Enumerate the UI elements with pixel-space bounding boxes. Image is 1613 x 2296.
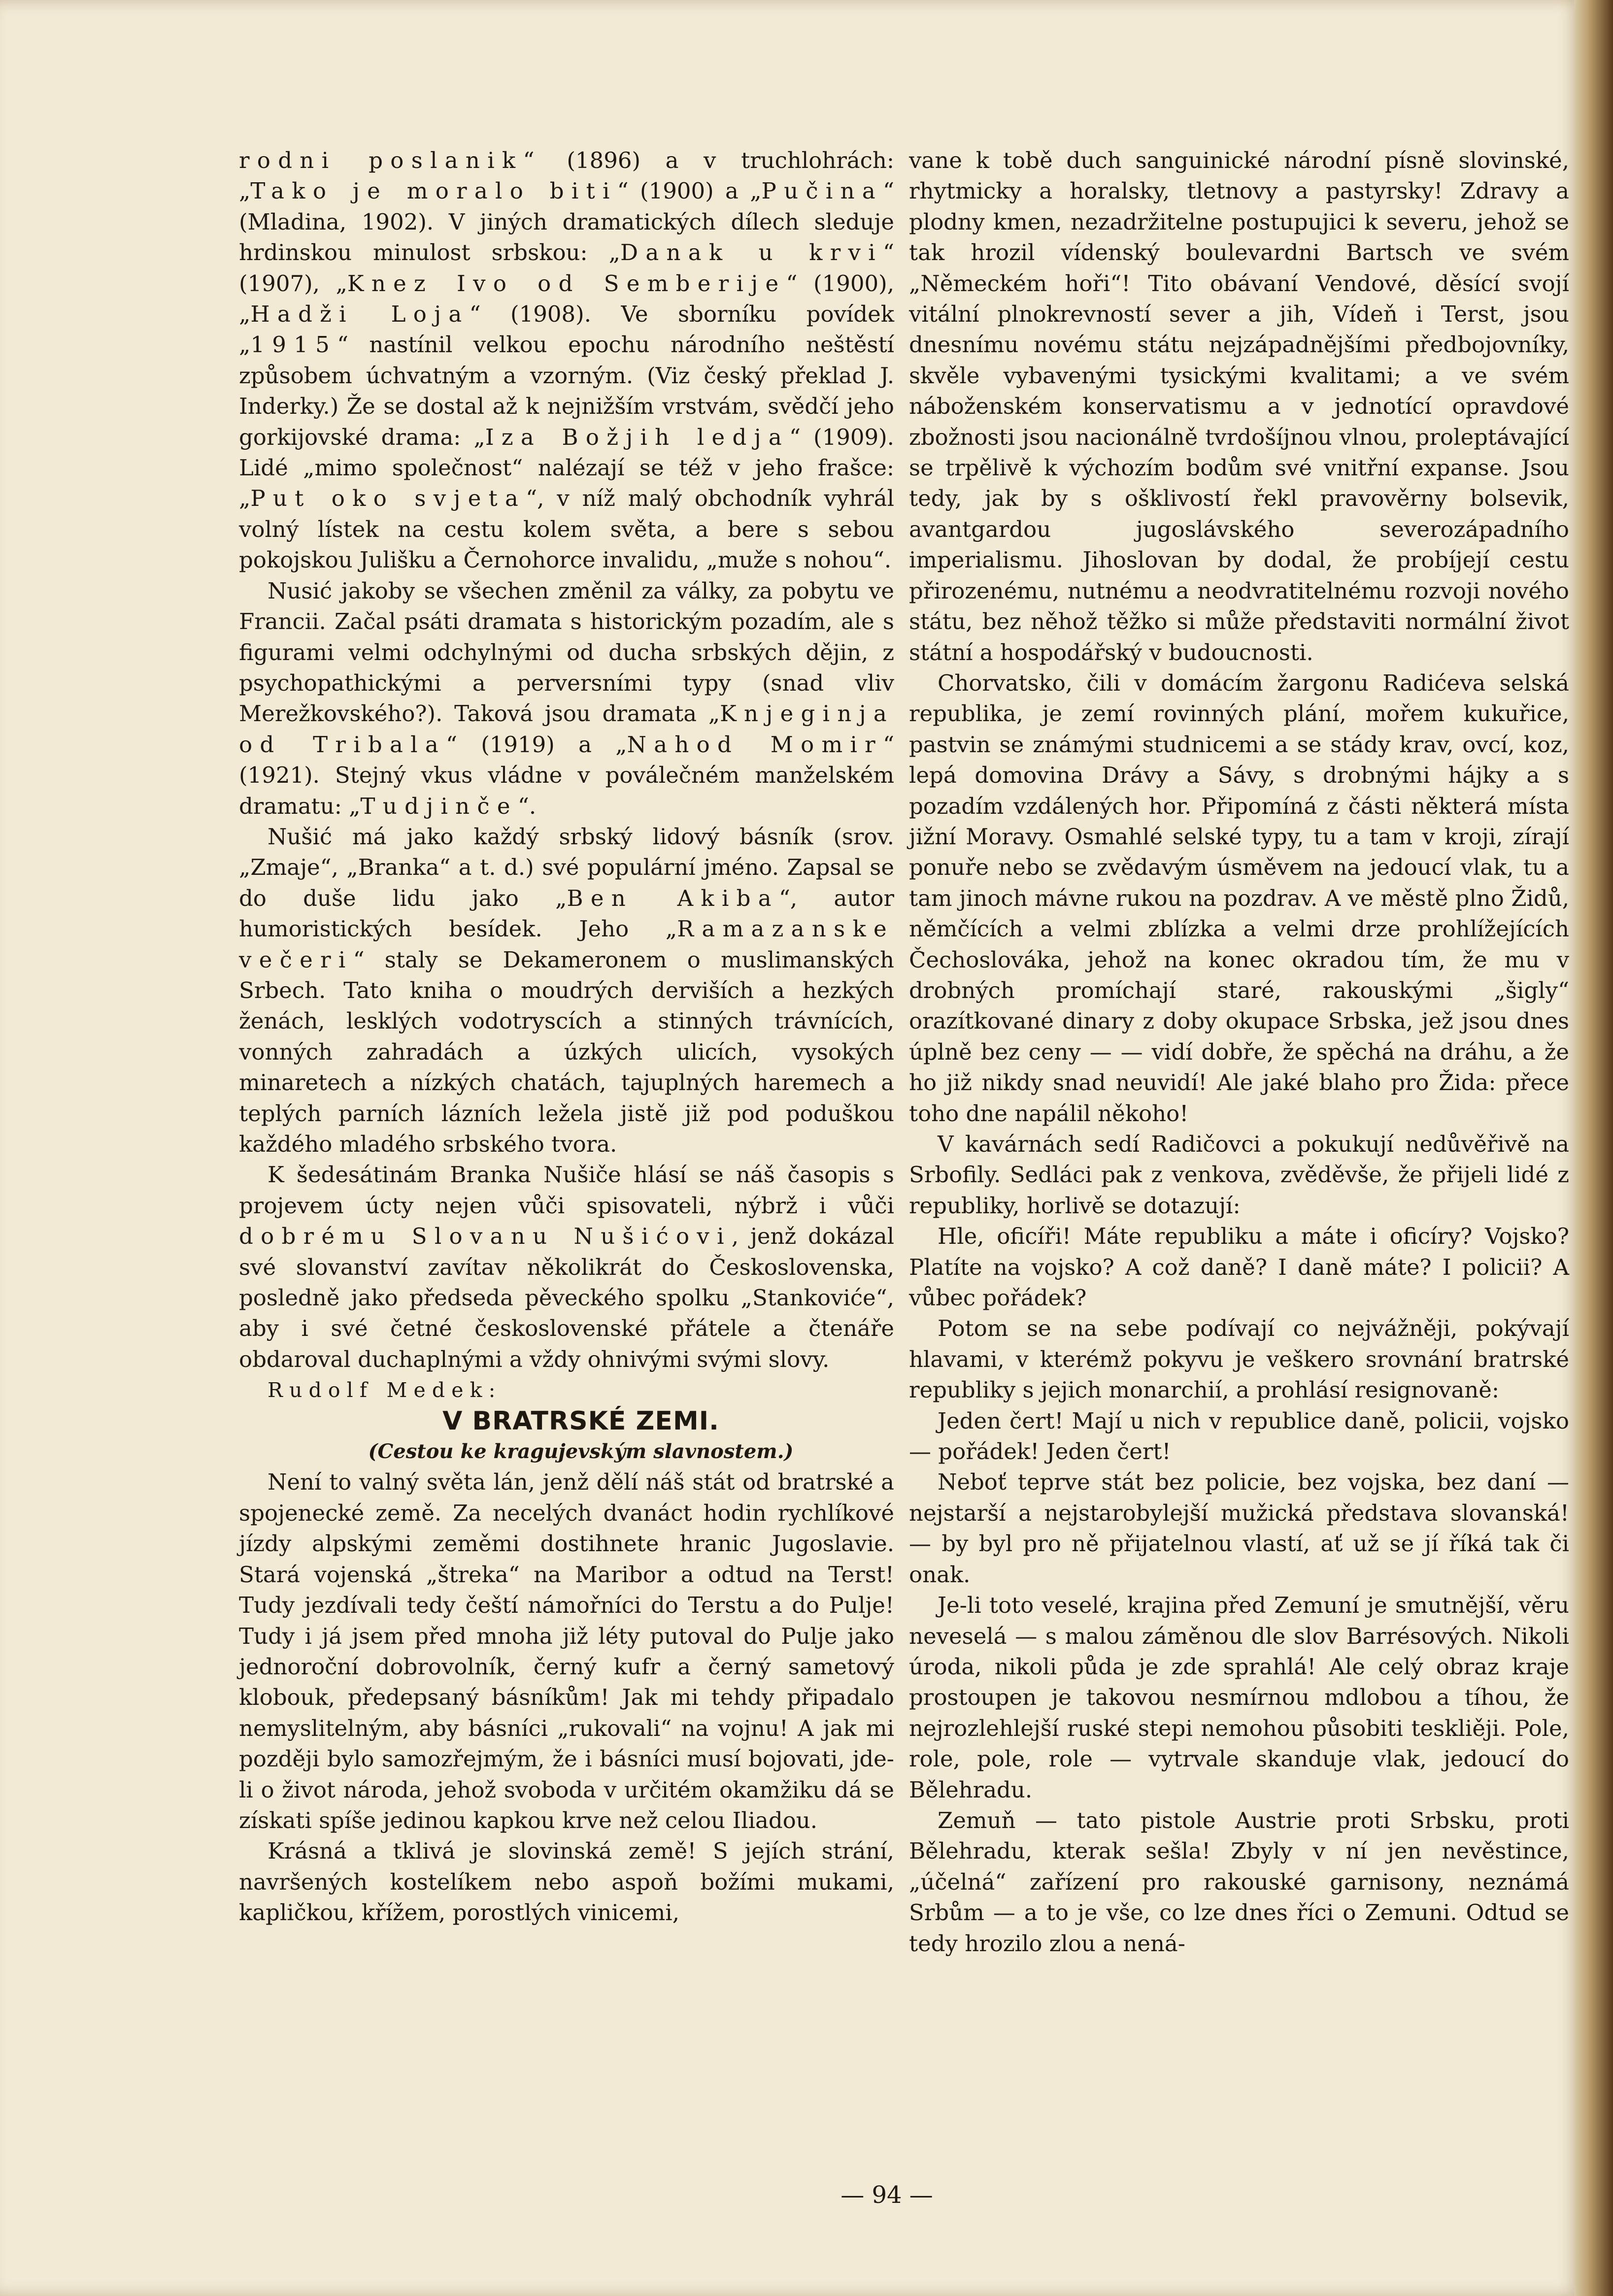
article-paragraph: Zemuň — tato pistole Austrie proti Srbsku, proti Bělehradu, kterak sešla! Zbyly v ní jen nevěstince, „účelná“ zařízení pro rakouské garnisony, neznámá Srbům — a to je vše, co lze dnes říci o Zemuni. Odtud se tedy hrozilo zlou a nená- xyxy=(909,1807,1569,1957)
article-paragraph: Jeden čert! Mají u nich v republice daně, policii, vojsko — pořádek! Jeden čert! xyxy=(909,1407,1569,1465)
spaced-title-text: Danak u krvi xyxy=(620,239,883,266)
paragraph-text: “ (Mladina, 1902). V jiných dramatických dílech sleduje hrdinskou minulost srbskou: „ xyxy=(239,178,894,266)
paragraph-text: “ staly se Dekameronem o muslimanských Srbech. Tato kniha o moudrých derviších a hezkých ženách, lesklých vodotryscích a stinných trávnících, vonných zahradách a úzkých ulicích, vysokých minaretech a nízkých chatách, tajuplných haremech a teplých parních lázních ležela jistě již pod poduškou každého mladého srbského tvora. xyxy=(239,946,894,1157)
article-paragraph xyxy=(239,576,894,822)
spaced-title-text: Ramazanske večeri xyxy=(239,916,894,973)
article-subtitle: (Cestou ke kragujevským slavnostem.) xyxy=(368,1440,794,1464)
paragraph-text: “, v níž malý obchodník vyhrál volný lístek na cestu kolem světa, a bere s sebou pokojskou Julišku a Černohorce invalidu, „muže s nohou“. xyxy=(239,485,894,573)
spaced-title-text: Hadži Loja xyxy=(250,301,470,328)
spaced-title-text: Knjeginja od Tribala xyxy=(239,700,894,758)
spaced-title-text: Tudjinče xyxy=(360,793,518,819)
spaced-title-text: Pučina xyxy=(761,178,883,204)
right-column xyxy=(909,145,1569,1959)
page-number: — 94 — xyxy=(840,2181,933,2209)
paragraph-text: “ (1909). Lidé „mimo společnost“ nalézají se též v jeho frašce: „ xyxy=(239,424,894,512)
article-paragraph: Potom se na sebe podívají co nejvážněji, pokývají hlavami, v kterémž pokyvu je veškero srovnání bratrské republiky s jejich monarchií, a prohlásí resignovaně: xyxy=(909,1315,1569,1403)
article-paragraph: vane k tobě duch sanguinické národní písně slovinské, rhytmicky a horalsky, tletnovy a pastyrsky! Zdravy a plodny kmen, nezadržitelne postupujici k severu, jehož se tak hrozil vídenský boulevardni Bartsch ve svém „Německém hoři“! Tito obávaní Vendové, děsící svojí vitální plnokrevností sever a jih, Vídeň i Terst, jsou dnesnímu novému státu nejzápadnějšími předbojovníky, skvěle vybavenými tysickými kvalitami; a ve svém náboženském konservatismu a v jednotící opravdové zbožnosti jsou nacionálně tvrdošíjnou vlnou, proleptávající se trpělivě k výchozím bodům své vnitřní expanse. Jsou tedy, jak by s ošklivostí řekl pravověrny bolsevik, avantgardou jugoslávského severozápadního imperialismu. Jihoslovan by dodal, že probíjejí cestu přirozenému, nutnému a neodvratitelnému rozvoji nového státu, bez něhož těžko si může představiti normální život státní a hospodářský v budoucnosti. xyxy=(909,147,1569,666)
left-column xyxy=(239,145,894,1929)
article-paragraph xyxy=(239,822,894,1160)
paragraph-text: “ nastínil velkou epochu národního neštěstí způsobem úchvatným a vzorným. (Viz český překlad J. Inderky.) Že se dostal až k nejnižším vrstvám, svědčí jeho gorkijovské drama: „ xyxy=(239,332,894,450)
article-paragraph: Chorvatsko, čili v domácím žargonu Radićeva selská republika, je zemí rovinných plání, mořem kukuřice, pastvin se známými studnicemi a se stády krav, ovcí, koz, lepá domovina Drávy a Sávy, s drobnými hájky a s pozadím vzdálených hor. Připomíná z části některá místa jižní Moravy. Osmahlé selské typy, tu a tam v kroji, zírají ponuře nebo se zvědavým úsměvem na jedoucí vlak, tu a tam jinoch mávne rukou na pozdrav. A ve městě plno Židů, němčících a velmi zblízka a velmi drze prohlížejících Čechoslováka, jehož na konec okradou tím, že mu v drobných promíchají staré, rakouskými „šigly“ orazítkované dinary z doby okupace Srbska, jež jsou dnes úplně bez ceny — — vidí dobře, že spěchá na dráhu, a že ho již nikdy snad neuvidí! Ale jaké blaho pro Žida: přece toho dne napálil někoho! xyxy=(909,669,1569,1127)
nusic-article-continuation xyxy=(239,145,894,1375)
article-paragraph: Není to valný světa lán, jenž dělí náš stát od bratrské a spojenecké země. Za necelých dvanáct hodin rychlíkové jízdy alpskými zeměmi dostihnete hranic Jugoslavie. Stará vojenská „štreka“ na Maribor a odtud na Terst! Tudy jezdívali tedy čeští námořníci do Terstu a do Pulje! Tudy i já jsem před mnoha již léty putoval do Pulje jako jednoroční dobrovolník, černý kufr a černý sametový klobouk, předepsaný básníkům! Jak mi tehdy připadalo nemyslitelným, aby básníci „rukovali“ na vojnu! A jak mi později bylo samozřejmým, že i básníci musí bojovati, jde-li o život národa, jehož svoboda v určitém okamžiku dá se získati spíše jedinou kapkou krve než celou Iliadou. xyxy=(239,1469,894,1833)
page-edge xyxy=(1574,0,1613,2296)
paragraph-text: Nusić jakoby se všechen změnil za války, za pobytu ve Francii. Začal psáti dramata s historickým pozadím, ale s figurami velmi odchylnými od ducha srbských dějin, z psychopathickými a perversními typy (snad vliv Merežkovského?). Taková jsou dramata „ xyxy=(239,577,894,727)
paragraph-text: (1896) a v truchlohrách: „ xyxy=(239,147,895,204)
paragraph-text: K šedesátinám Branka Nušiče hlásí se náš časopis s projevem úcty nejen vůči spisovateli, nýbrž i vůči xyxy=(239,1162,894,1219)
spaced-title-text: Iza Božjih ledja xyxy=(485,424,789,450)
article-paragraph xyxy=(239,1160,894,1375)
article-paragraph xyxy=(239,145,894,576)
paragraph-text: Nušić má jako každý srbský lidový básník (srov. „Zmaje“, „Branka“ a t. d.) své populární jméno. Zapsal se do duše lidu jako „ xyxy=(239,823,894,911)
spaced-title-text: rodni poslanik“ xyxy=(239,147,542,173)
spaced-title-text: dobrému Slovanu Nušićovi xyxy=(239,1223,732,1250)
paragraph-text: “. xyxy=(517,793,537,819)
paragraph-text: “ (1919) a „ xyxy=(445,731,627,758)
article-title: V BRATRSKÉ ZEMI. xyxy=(442,1406,719,1436)
paragraph-text: “ (1900), „ xyxy=(239,270,894,328)
article-paragraph: Je-li toto veselé, krajina před Zemuní je smutnější, věru neveselá — s malou záměnou dle slov Barrésových. Nikoli úroda, nikoli půda je zde sprahlá! Ale celý obraz kraje prostoupen je takovou nesmírnou mdlobou a tíhou, že nejrozlehlejší ruské stepi nemohou působiti teskliěji. Pole, role, pole, role — vytrvale skanduje vlak, jedoucí do Bělehradu. xyxy=(909,1592,1569,1803)
spaced-title-text: Nahod Momir xyxy=(627,731,883,758)
spaced-title-text: 1915 xyxy=(250,332,337,358)
paragraph-text: “ (1900) a „ xyxy=(617,178,762,204)
paragraph-text: “, autor humoristických besídek. Jeho „ xyxy=(239,885,894,942)
paragraph-text: “ (1907), „ xyxy=(239,239,894,297)
article-author: Rudolf Medek: xyxy=(268,1378,502,1402)
article-paragraph: Hle, oficíři! Máte republiku a máte i oficíry? Vojsko? Platíte na vojsko? A což daně? I daně máte? I policii? A vůbec pořádek? xyxy=(909,1223,1569,1311)
article-paragraph: Krásná a tklivá je slovinská země! S jejích strání, navršených kostelíkem nebo aspoň božími mukami, kapličkou, křížem, porostlých vinicemi, xyxy=(239,1838,894,1926)
article-paragraph: V kavárnách sedí Radičovci a pokukují nedůvěřivě na Srbofily. Sedláci pak z venkova, zvěděvše, že přijeli lidé z republiky, horlivě se dotazují: xyxy=(909,1131,1569,1219)
spaced-title-text: Knez Ivo od Semberije xyxy=(347,270,786,297)
paragraph-text: “ (1921). Stejný vkus vládne v poválečném manželském dramatu: „ xyxy=(239,731,894,819)
spaced-title-text: Tako je moralo biti xyxy=(250,178,617,204)
paragraph-text: , jenž dokázal své slovanství zavítav několikrát do Československa, posledně jako předseda pěveckého spolku „Stankoviće“, aby i své četné československé přátele a čtenáře obdaroval duchaplnými a vždy ohnivými svými slovy. xyxy=(239,1223,894,1372)
spaced-title-text: Ben Akiba xyxy=(567,885,779,911)
paragraph-text: “ (1908). Ve sborníku povídek „ xyxy=(239,301,895,358)
spaced-title-text: Put oko svjeta xyxy=(250,485,526,512)
article-paragraph: Neboť teprve stát bez policie, bez vojska, bez daní — nejstarší a nejstarobylejší mužická představa slovanská! — by byl pro ně přijatelnou vlastí, ať už se jí říká tak či onak. xyxy=(909,1469,1569,1588)
